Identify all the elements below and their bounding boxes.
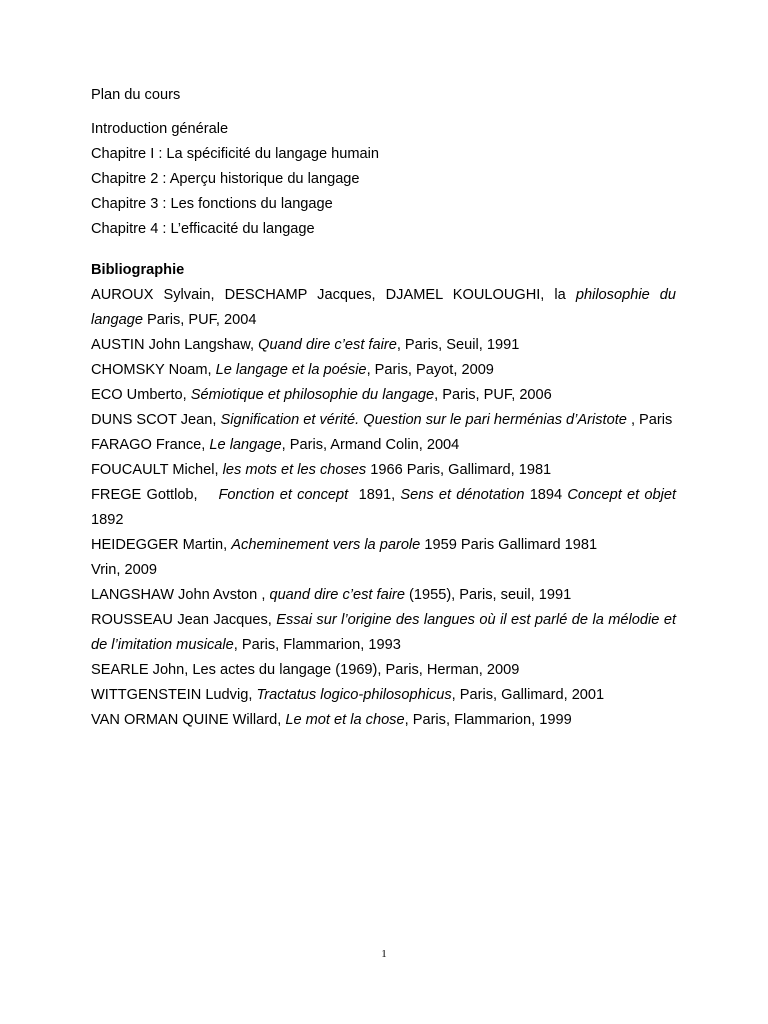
bib-title: Fonction et concept <box>218 487 349 503</box>
bib-details: , Paris, Flammarion, 1993 <box>233 637 401 653</box>
bib-details: (1955), Paris, seuil, 1991 <box>404 587 572 603</box>
document-page <box>91 83 676 733</box>
bib-title: Sens et dénotation <box>400 487 525 503</box>
bib-entry <box>91 583 676 608</box>
bib-title: les mots et les choses <box>222 462 367 478</box>
bib-details: , Paris, Payot, 2009 <box>366 362 494 378</box>
bibliography-heading: Bibliographie <box>91 262 185 278</box>
bib-details: , Paris, Gallimard, 2001 <box>451 687 605 703</box>
bib-details: 1894 <box>524 487 568 503</box>
bib-author: FOUCAULT Michel, <box>91 462 223 478</box>
bib-author: CHOMSKY Noam, <box>91 362 216 378</box>
bibliography-list <box>91 283 676 733</box>
bib-author: WITTGENSTEIN Ludvig, <box>91 687 257 703</box>
bib-author: AUROUX Sylvain, DESCHAMP Jacques, DJAMEL KOULOUGHI, la <box>91 287 576 303</box>
bib-entry <box>91 683 676 708</box>
bib-entry <box>91 558 676 583</box>
bib-title: Essai sur l’origine des langues où il est parlé de la mélodie et de l’imitation musicale <box>91 612 676 653</box>
bib-entry <box>91 658 676 683</box>
plan-item: Chapitre 4 : L’efficacité du langage <box>91 221 315 237</box>
bib-author: SEARLE John, L <box>91 662 201 678</box>
bib-details: , Paris <box>626 412 673 428</box>
bib-entry <box>91 458 676 483</box>
bib-entry <box>91 358 676 383</box>
plan-list <box>91 117 676 242</box>
bib-author: FARAGO France, <box>91 437 210 453</box>
plan-item: Introduction générale <box>91 121 229 137</box>
bib-author: Vrin, 2009 <box>91 562 157 578</box>
plan-item: Chapitre 2 : Aperçu historique du langage <box>91 171 360 187</box>
bib-author: HEIDEGGER Martin, <box>91 537 232 553</box>
plan-item: Chapitre 3 : Les fonctions du langage <box>91 196 333 212</box>
bib-entry <box>91 483 676 533</box>
bib-title: Le mot et la chose <box>285 712 405 728</box>
bib-details: , Paris, Seuil, 1991 <box>396 337 520 353</box>
bib-details: , Paris, Flammarion, 1999 <box>404 712 572 728</box>
plan-item: Chapitre I : La spécificité du langage humain <box>91 146 379 162</box>
bib-details: 1959 Paris Gallimard 1981 <box>420 537 598 553</box>
bib-author: ROUSSEAU Jean Jacques, <box>91 612 277 628</box>
bib-entry <box>91 533 676 558</box>
bib-title: quand dire c’est faire <box>269 587 405 603</box>
bib-entry <box>91 408 676 433</box>
bib-author: LANGSHAW John Avston , <box>91 587 270 603</box>
bib-title: Acheminement vers la parole <box>231 537 421 553</box>
bib-entry <box>91 608 676 658</box>
bib-author: AUSTIN John Langshaw, <box>91 337 259 353</box>
bib-title: Le langage et la poésie <box>215 362 367 378</box>
bib-details: Paris, PUF, 2004 <box>142 312 257 328</box>
plan-title: Plan du cours <box>91 87 181 103</box>
bib-details: (1969), Paris, Herman, 2009 <box>331 662 520 678</box>
bib-title: Signification et vérité. Question sur le pari herménias d’Aristote <box>220 412 627 428</box>
bib-author: FREGE Gottlob, <box>91 487 219 503</box>
bib-title: Sémiotique et philosophie du langage <box>190 387 435 403</box>
bib-details: 1891, <box>348 487 401 503</box>
bib-title: es actes du langage <box>200 662 332 678</box>
bib-title: Tractatus logico-philosophicus <box>256 687 452 703</box>
bib-title: Quand dire c’est faire <box>258 337 397 353</box>
bib-details: , Paris, Armand Colin, 2004 <box>281 437 460 453</box>
bib-title: Concept et objet <box>567 487 677 503</box>
bib-entry <box>91 708 676 733</box>
bib-details: 1966 Paris, Gallimard, 1981 <box>366 462 552 478</box>
bib-author: VAN ORMAN QUINE Willard, <box>91 712 286 728</box>
bib-author: DUNS SCOT Jean, <box>91 412 221 428</box>
bib-details: 1892 <box>91 512 124 528</box>
bib-title: Le langage <box>209 437 282 453</box>
bib-entry <box>91 283 676 333</box>
bib-author: ECO Umberto, <box>91 387 191 403</box>
bib-entry <box>91 383 676 408</box>
page-number: 1 <box>381 948 387 960</box>
bib-details: , Paris, PUF, 2006 <box>434 387 552 403</box>
bib-title: philosophie du langage <box>91 287 676 328</box>
bib-entry <box>91 433 676 458</box>
bib-entry <box>91 333 676 358</box>
